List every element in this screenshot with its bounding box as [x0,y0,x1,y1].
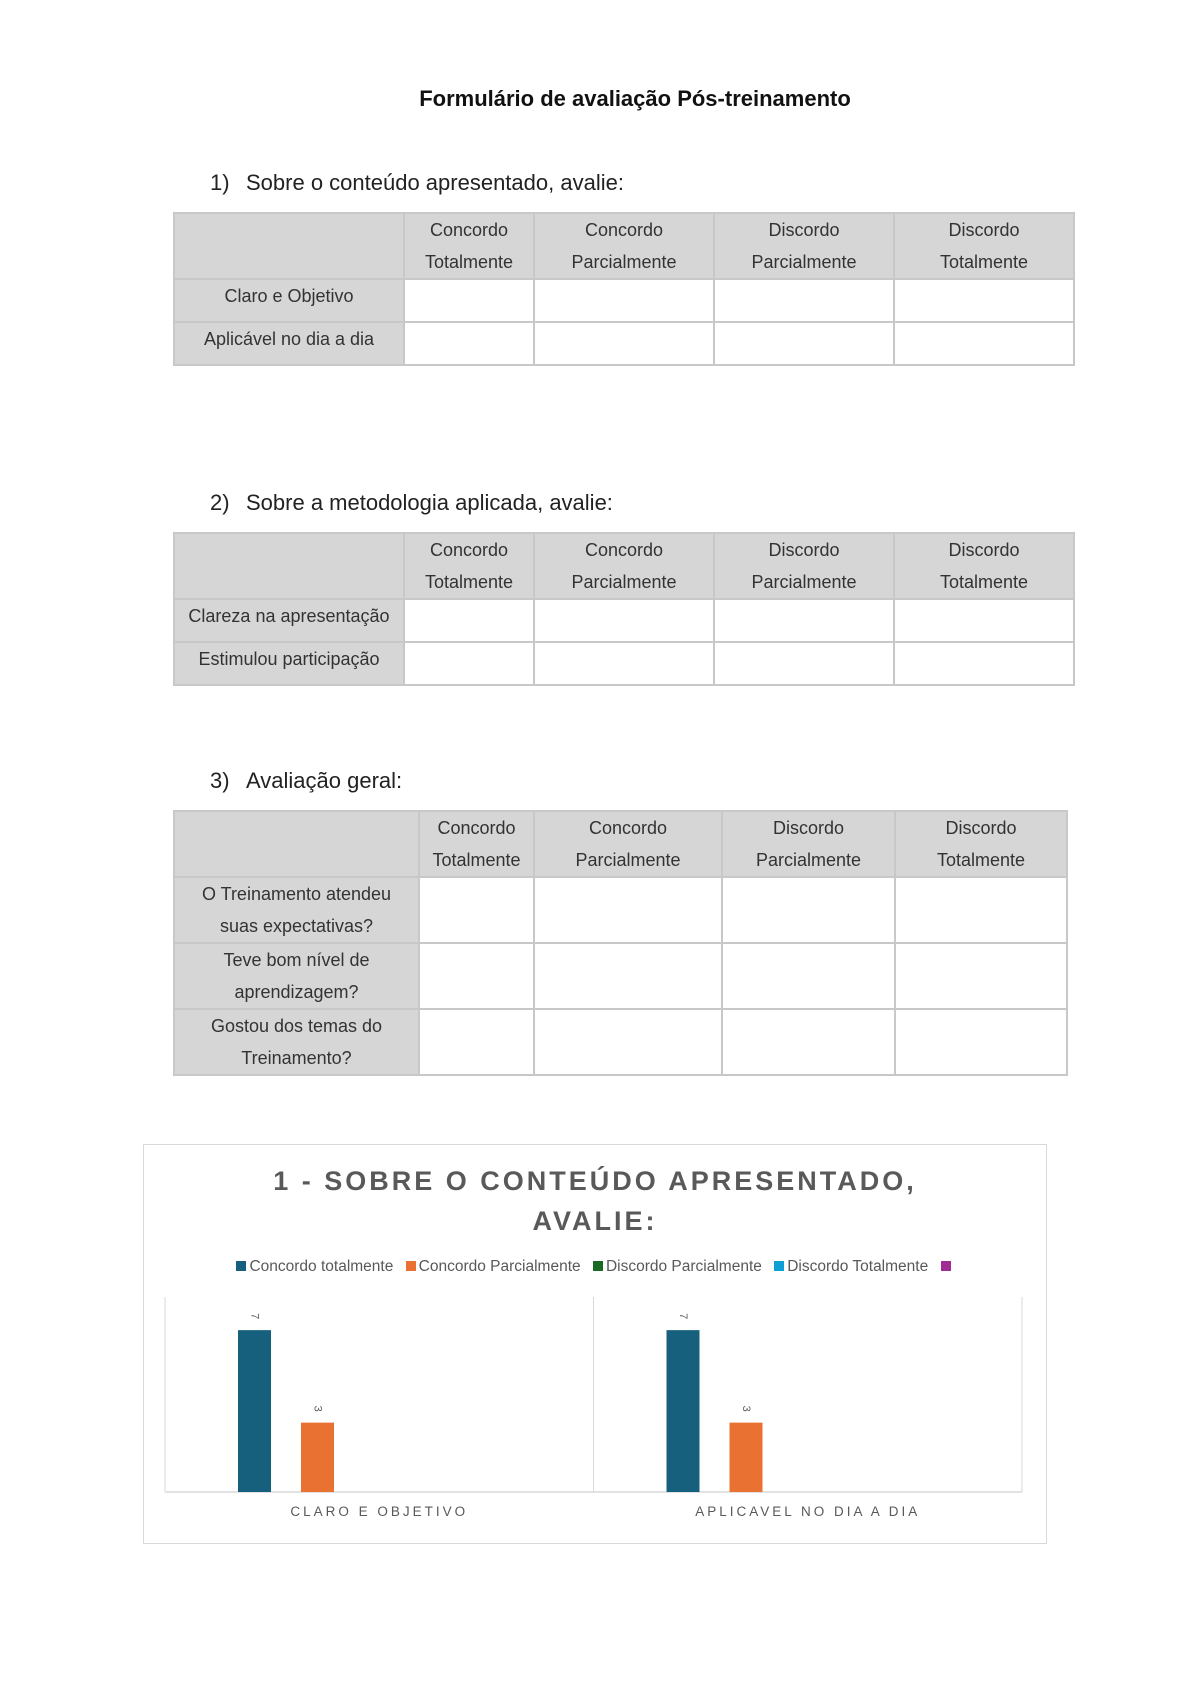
answer-cell[interactable] [404,322,534,365]
header-discordo-parcialmente: Discordo Parcialmente [722,811,895,877]
bar-value-label: 3 [740,1405,753,1412]
header-discordo-parcialmente: Discordo Parcialmente [714,533,894,599]
answer-cell[interactable] [404,642,534,685]
answer-cell[interactable] [534,599,714,642]
answer-cell[interactable] [534,322,714,365]
legend-label: Discordo Parcialmente [605,1258,762,1275]
row-label-estimulou-participacao: Estimulou participação [174,642,404,685]
section-1-heading [210,170,624,196]
answer-cell[interactable] [722,1009,895,1075]
header-discordo-totalmente: Discordo Totalmente [895,811,1067,877]
section-2-table [173,532,1075,686]
answer-cell[interactable] [419,1009,534,1075]
row-label-treinamento-atendeu: O Treinamento atendeu suas expectativas? [174,877,419,943]
bar-value-label: 3 [311,1405,324,1412]
answer-cell[interactable] [894,322,1074,365]
header-concordo-totalmente: Concordo Totalmente [419,811,534,877]
section-2-heading [210,490,613,516]
chart-title-line-2: AVALIE: [532,1206,658,1236]
header-discordo-parcialmente: Discordo Parcialmente [714,213,894,279]
answer-cell[interactable] [404,279,534,322]
answer-cell[interactable] [534,279,714,322]
bar [238,1330,271,1492]
chart-container [143,1144,1047,1544]
bar-value-label: 7 [248,1313,261,1320]
answer-cell[interactable] [722,943,895,1009]
x-tick-label: CLARO E OBJETIVO [290,1504,469,1519]
header-concordo-totalmente: Concordo Totalmente [404,533,534,599]
bar-value-label: 7 [677,1313,690,1320]
header-discordo-totalmente: Discordo Totalmente [894,213,1074,279]
answer-cell[interactable] [419,943,534,1009]
legend-label: Concordo Parcialmente [418,1258,581,1275]
answer-cell[interactable] [534,943,722,1009]
answer-cell[interactable] [714,279,894,322]
section-1-title: Sobre o conteúdo apresentado, avalie: [246,170,624,195]
section-3-heading [210,768,402,794]
answer-cell[interactable] [714,599,894,642]
corner-cell [174,533,404,599]
answer-cell[interactable] [895,943,1067,1009]
bar [301,1423,334,1492]
answer-cell[interactable] [894,599,1074,642]
legend-label: Concordo totalmente [249,1258,394,1275]
answer-cell[interactable] [714,642,894,685]
legend-label: Discordo Totalmente [787,1258,929,1275]
answer-cell[interactable] [534,642,714,685]
answer-cell[interactable] [895,877,1067,943]
answer-cell[interactable] [894,642,1074,685]
chart-plot [144,1145,1046,1543]
row-label-clareza-na-apresentacao: Clareza na apresentação [174,599,404,642]
answer-cell[interactable] [404,599,534,642]
answer-cell[interactable] [534,877,722,943]
header-concordo-totalmente: Concordo Totalmente [404,213,534,279]
section-2-title: Sobre a metodologia aplicada, avalie: [246,490,613,515]
row-label-aplicavel-no-dia-a-dia: Aplicável no dia a dia [174,322,404,365]
chart-title-line-1: 1 - SOBRE O CONTEÚDO APRESENTADO, [273,1166,917,1196]
bar [667,1330,700,1492]
header-concordo-parcialmente: Concordo Parcialmente [534,533,714,599]
section-1-table [173,212,1075,366]
section-1-number: 1) [210,170,230,195]
header-discordo-totalmente: Discordo Totalmente [894,533,1074,599]
row-label-gostou-dos-temas: Gostou dos temas do Treinamento? [174,1009,419,1075]
answer-cell[interactable] [419,877,534,943]
row-label-claro-e-objetivo: Claro e Objetivo [174,279,404,322]
corner-cell [174,213,404,279]
corner-cell [174,811,419,877]
answer-cell[interactable] [894,279,1074,322]
section-2-number: 2) [210,490,230,515]
bar [730,1423,763,1492]
answer-cell[interactable] [722,877,895,943]
section-3-table [173,810,1068,1076]
answer-cell[interactable] [534,1009,722,1075]
section-3-title: Avaliação geral: [246,768,403,793]
page-title: Formulário de avaliação Pós-treinamento [419,86,851,111]
header-concordo-parcialmente: Concordo Parcialmente [534,213,714,279]
section-3-number: 3) [210,768,230,793]
answer-cell[interactable] [895,1009,1067,1075]
header-concordo-parcialmente: Concordo Parcialmente [534,811,722,877]
answer-cell[interactable] [714,322,894,365]
x-tick-label: APLICAVEL NO DIA A DIA [695,1504,921,1519]
row-label-bom-nivel-aprendizagem: Teve bom nível de aprendizagem? [174,943,419,1009]
